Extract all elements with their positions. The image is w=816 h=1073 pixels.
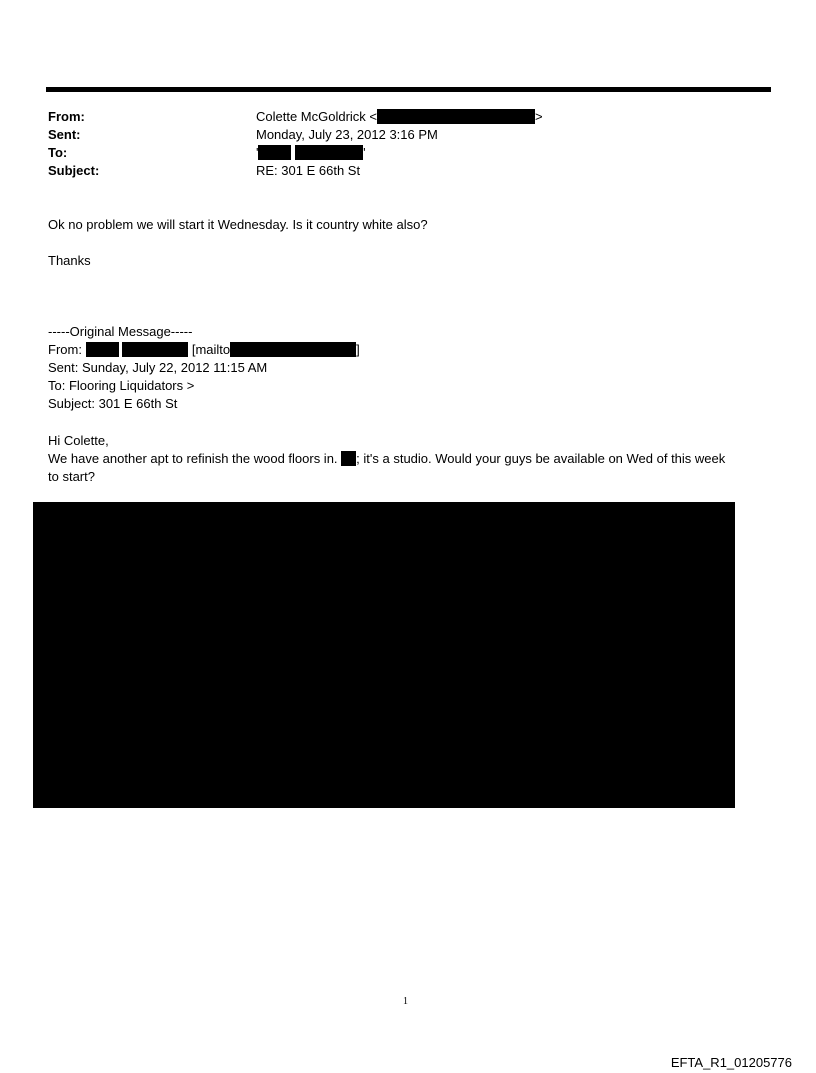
page-number: 1	[403, 996, 408, 1007]
original-divider: -----Original Message-----	[48, 324, 193, 339]
original-greeting: Hi Colette,	[48, 433, 109, 448]
from-close: >	[535, 109, 543, 124]
original-mailto: [mailto	[191, 342, 231, 357]
original-mailto-close: ]	[356, 342, 360, 357]
to-label: To:	[48, 145, 68, 160]
to-quote-open: '	[256, 145, 259, 160]
redaction-box	[122, 342, 188, 357]
redaction-box	[230, 342, 356, 357]
redaction-box	[295, 145, 366, 160]
to-value	[256, 144, 366, 161]
redaction-box	[377, 109, 535, 124]
original-from	[48, 341, 360, 358]
body-line-1: Ok no problem we will start it Wednesday. Is it country white also?	[48, 217, 428, 232]
from-value	[256, 108, 543, 125]
sent-label: Sent:	[48, 127, 81, 142]
original-sent: Sent: Sunday, July 22, 2012 11:15 AM	[48, 360, 268, 375]
to-quote-close: '	[363, 145, 366, 160]
body-line-2: Thanks	[48, 253, 91, 268]
original-from-label: From:	[48, 342, 82, 357]
redaction-box	[341, 451, 356, 466]
from-name: Colette McGoldrick <	[256, 109, 378, 124]
original-para-a: We have another apt to refinish the wood floors in.	[48, 451, 338, 466]
from-label: From:	[48, 109, 85, 124]
original-para-b: ; it's a studio. Would your guys be available on Wed of this week	[356, 451, 726, 466]
original-para-line-2: to start?	[48, 469, 95, 484]
original-to: To: Flooring Liquidators >	[48, 378, 195, 393]
bates-number: EFTA_R1_01205776	[670, 1055, 792, 1070]
subject-label: Subject:	[48, 163, 100, 178]
original-para-line-1	[48, 450, 725, 467]
sent-value: Monday, July 23, 2012 3:16 PM	[256, 127, 438, 142]
header-rule	[46, 87, 771, 92]
subject-value: RE: 301 E 66th St	[256, 163, 361, 178]
original-subject: Subject: 301 E 66th St	[48, 396, 178, 411]
redaction-block	[33, 502, 735, 808]
redaction-box	[86, 342, 119, 357]
redaction-box	[258, 145, 291, 160]
